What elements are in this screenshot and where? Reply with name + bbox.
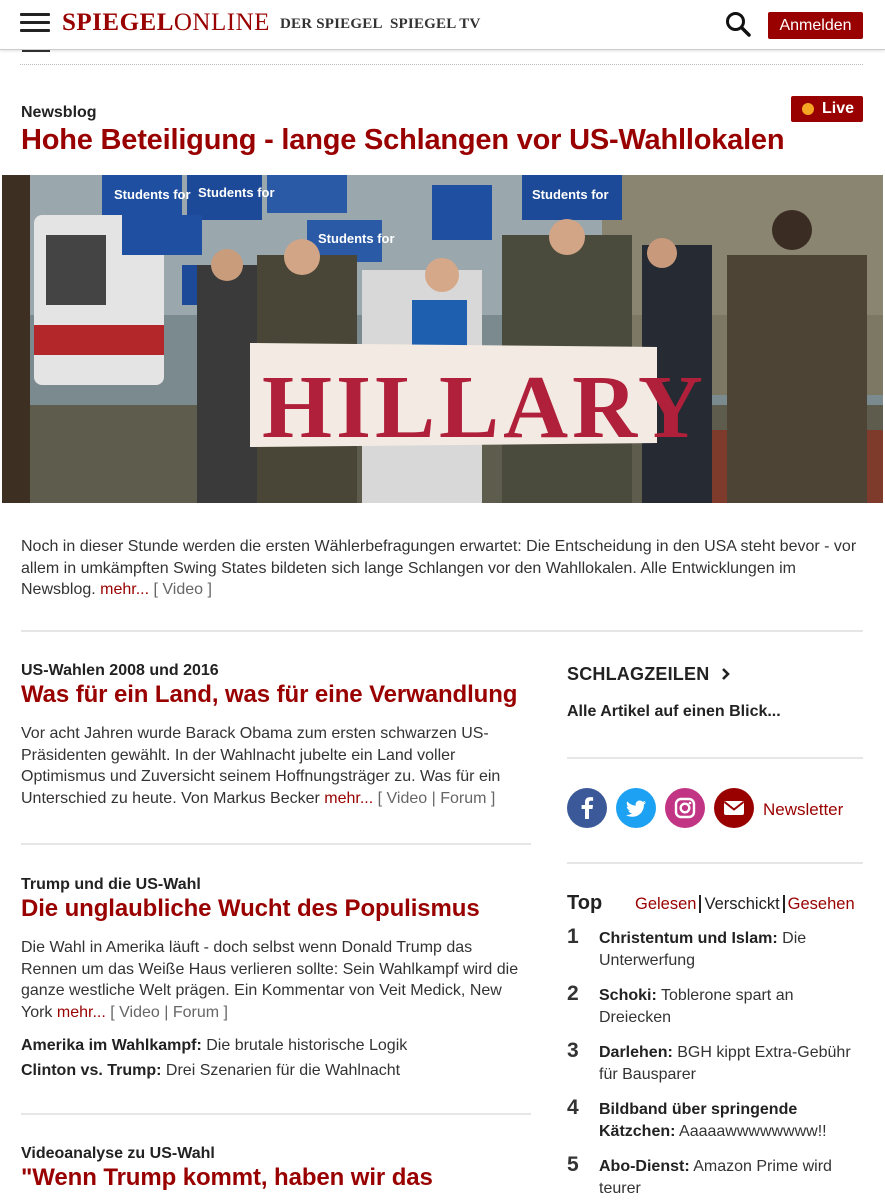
item-label: Schoki: [599,987,657,1004]
logo-secondary: ONLINE [173,9,270,36]
brand-link-spiegel-tv[interactable]: SPIEGEL TV [390,16,481,32]
item-label: Bildband über springende Kätzchen: [599,1101,798,1140]
top-tabs [632,895,858,914]
tab-gesehen[interactable]: Gesehen [787,895,855,913]
twitter-icon[interactable] [616,788,656,828]
divider [21,630,863,632]
article-teaser-text [21,723,531,809]
lead-photo[interactable] [2,175,883,503]
live-badge[interactable] [791,96,863,122]
live-label: Live [822,100,855,117]
chevron-right-icon [721,667,731,681]
logo-primary: SPIEGEL [62,9,174,36]
tab-verschickt[interactable]: Verschickt [699,895,784,913]
lead-kicker: Newsblog [21,104,97,121]
top-list-item[interactable] [567,925,863,972]
item-label: Abo-Dienst: [599,1158,690,1175]
lead-photo-illustration [2,175,883,503]
top-list-item[interactable] [567,1096,863,1143]
lead-more-link[interactable]: mehr... [100,581,150,598]
facebook-icon[interactable] [567,788,607,828]
article-teaser[interactable] [21,662,531,809]
login-button[interactable]: Anmelden [768,12,863,39]
media-links[interactable]: [ Video | Forum ] [110,1003,228,1021]
item-text: Amazon Prime wird teurer [599,1158,832,1197]
related-links [21,1033,531,1083]
rank-number: 5 [567,1153,579,1176]
menu-icon[interactable] [20,13,50,33]
item-text: Toblerone spart an Dreiecken [599,987,794,1026]
rank-number: 1 [567,925,579,948]
headlines-title: SCHLAGZEILEN [567,664,710,684]
article-kicker: Videoanalyse zu US-Wahl [21,1145,215,1162]
headlines-link[interactable] [567,664,731,685]
more-link[interactable]: mehr... [324,789,374,807]
related-label: Clinton vs. Trump: [21,1062,162,1079]
item-label: Darlehen: [599,1044,673,1061]
sign-text: Students for [532,187,609,202]
lead-headline[interactable]: Hohe Beteiligung - lange Schlangen vor US-Wahllokalen [21,124,785,156]
site-logo[interactable] [62,9,270,37]
article-teaser[interactable] [21,1145,531,1192]
article-kicker: US-Wahlen 2008 und 2016 [21,662,219,679]
live-dot-icon [802,103,814,115]
related-link[interactable] [21,1058,531,1083]
article-headline[interactable]: Die unglaubliche Wucht des Populismus [21,895,480,922]
rank-number: 2 [567,982,579,1005]
top-list-item[interactable] [567,1039,863,1086]
related-label: Amerika im Wahlkampf: [21,1037,202,1054]
top-list-item[interactable] [567,982,863,1029]
search-icon[interactable] [725,11,751,37]
article-teaser-text [21,937,531,1023]
lead-media-links[interactable]: [ Video ] [153,581,212,598]
banner-text: HILLARY [262,358,707,457]
nav-bar-partially-hidden [20,50,863,65]
top-label: Top [567,892,603,914]
rank-number: 3 [567,1039,579,1062]
teaser-text: Vor acht Jahren wurde Barack Obama zum ersten schwarzen US-Präsidenten gewählt. In der Wahlnacht jubelte ein Land voller Optimismus und Zuversicht seinem Hoffnungsträger zu. Was für ein Unterschied zu heute. Von Markus Becker [21,725,501,807]
item-text: BGH kippt Extra-Gebühr für Bausparer [599,1044,851,1083]
instagram-icon[interactable] [665,788,705,828]
all-articles-link[interactable]: Alle Artikel auf einen Blick... [567,703,781,720]
lead-teaser [21,536,864,601]
item-text: Die Unterwerfung [599,930,807,969]
top-list [567,925,863,1200]
newsletter-link[interactable]: Newsletter [763,800,844,819]
related-text: Die brutale historische Logik [206,1037,408,1054]
mail-icon[interactable] [714,788,754,828]
divider [21,843,531,845]
related-link[interactable] [21,1033,531,1058]
sign-text: Students for [114,187,191,202]
divider [567,862,863,864]
lead-teaser-text: Noch in dieser Stunde werden die ersten Wählerbefragungen erwartet: Die Entscheidung in den USA steht bevor - vor allem in umkämpften Swing States bildeten sich lange Schlangen vor den Wahllokalen. Alle Entwicklungen im Newsblog. [21,538,857,598]
article-headline[interactable]: "Wenn Trump kommt, haben wir das [21,1164,433,1191]
more-link[interactable]: mehr... [56,1003,106,1021]
divider [567,757,863,759]
article-kicker: Trump und die US-Wahl [21,876,201,893]
top-list-item[interactable] [567,1153,863,1200]
divider [21,1113,531,1115]
teaser-text: Die Wahl in Amerika läuft - doch selbst wenn Donald Trump das Rennen um das Weiße Haus verlieren sollte: Sein Wahlkampf wird die ganze westliche Welt prägen. Ein Kommentar von Veit Medick, New York [21,939,519,1021]
article-teaser[interactable] [21,876,531,1083]
article-headline[interactable]: Was für ein Land, was für eine Verwandlung [21,681,518,708]
related-text: Drei Szenarien für die Wahlnacht [165,1062,401,1079]
sign-text: Students for [318,231,395,246]
item-text: Aaaaawwwwwwww!! [679,1123,827,1140]
tab-gelesen[interactable]: Gelesen [635,895,697,913]
brand-link-spiegel[interactable]: DER SPIEGEL [280,16,383,32]
sign-text: Students for [198,185,275,200]
media-links[interactable]: [ Video | Forum ] [377,789,496,807]
item-label: Christentum und Islam: [599,930,778,947]
site-header [0,0,885,50]
rank-number: 4 [567,1096,579,1119]
